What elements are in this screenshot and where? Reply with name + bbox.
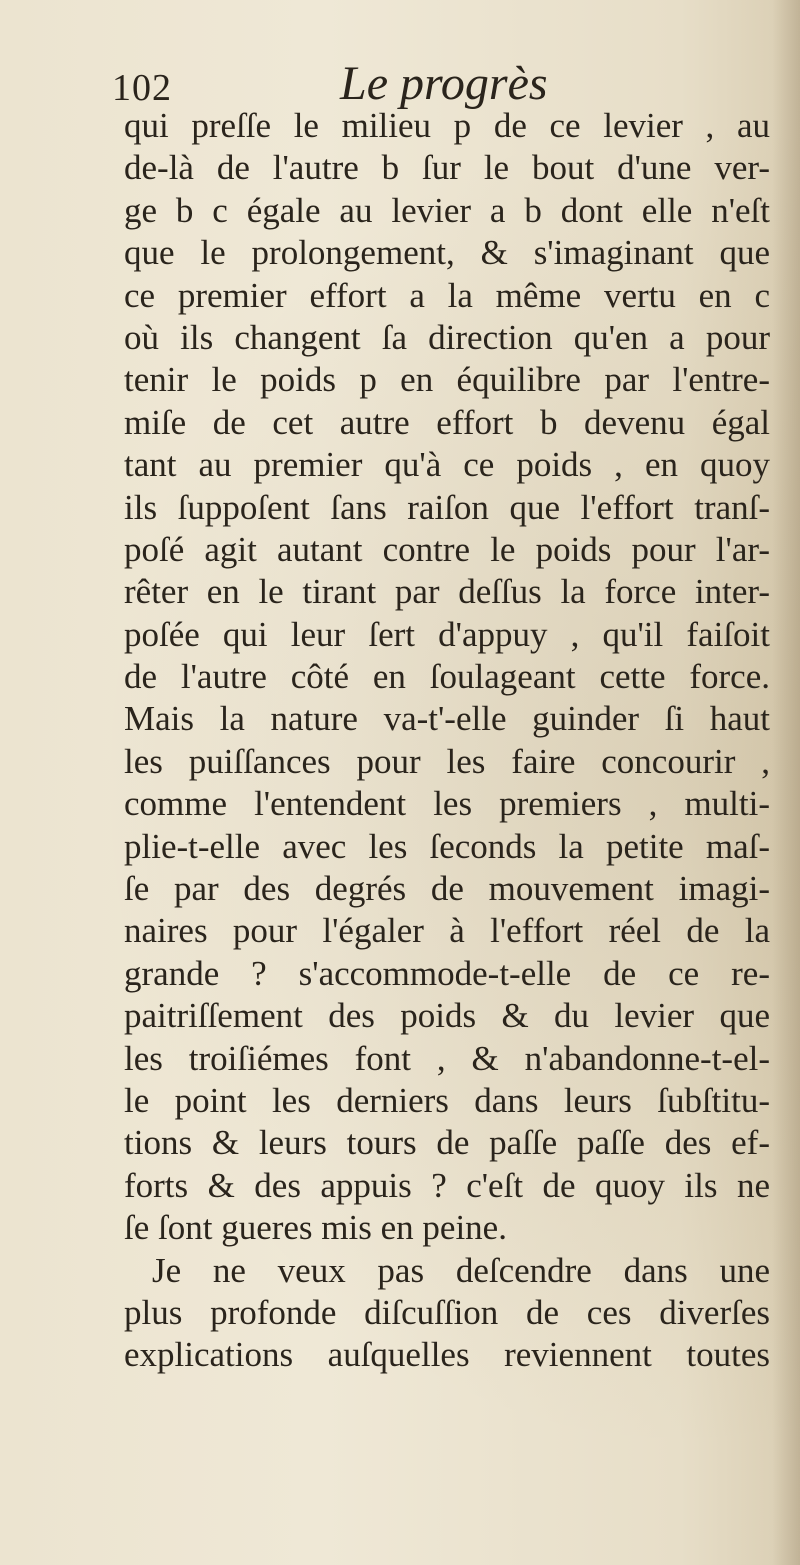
text-line: comme l'entendent les premiers , multi-	[124, 784, 770, 824]
text-line: paitriſſement des poids & du levier que	[124, 996, 770, 1036]
text-line: forts & des appuis ? c'eſt de quoy ils ne	[124, 1165, 770, 1205]
text-line: naires pour l'égaler à l'effort réel de la	[124, 911, 770, 951]
text-line: tions & leurs tours de paſſe paſſe des ef-	[124, 1123, 770, 1163]
page-number: 102	[112, 67, 172, 109]
text-line: poſé agit autant contre le poids pour l'ar-	[124, 529, 770, 569]
text-line: ge b c égale au levier a b dont elle n'eſt	[124, 190, 770, 230]
text-line: où ils changent ſa direction qu'en a pour	[124, 317, 770, 357]
text-line: plie-t-elle avec les ſeconds la petite maſ-	[124, 826, 770, 866]
text-line: de l'autre côté en ſoulageant cette force.	[124, 657, 770, 697]
text-line: plus profonde diſcuſſion de ces diverſes	[124, 1292, 770, 1332]
text-line: tant au premier qu'à ce poids , en quoy	[124, 445, 770, 485]
text-line: de-là de l'autre b ſur le bout d'une ver-	[124, 148, 770, 188]
text-line: ce premier effort a la même vertu en c	[124, 275, 770, 315]
running-title: Le progrès	[340, 57, 548, 110]
text-line: les puiſſances pour les faire concourir ,	[124, 741, 770, 781]
text-line: ſe par des degrés de mouvement imagi-	[124, 869, 770, 909]
page-edge-shadow	[772, 0, 800, 1565]
body-text	[124, 105, 770, 1377]
text-line: qui preſſe le milieu p de ce levier , au	[124, 106, 770, 145]
text-line: Mais la nature va-t'-elle guinder ſi haut	[124, 699, 770, 739]
text-line: les troiſiémes font , & n'abandonne-t-el-	[124, 1038, 770, 1078]
text-line: miſe de cet autre effort b devenu égal	[124, 402, 770, 442]
text-line: explications auſquelles reviennent toutes	[124, 1335, 770, 1375]
page-header	[112, 56, 712, 112]
text-line: le point les derniers dans leurs ſubſtitu-	[124, 1080, 770, 1120]
text-line: grande ? s'accommode-t-elle de ce re-	[124, 953, 770, 993]
text-line: que le prolongement, & s'imaginant que	[124, 233, 770, 273]
text-line: rêter en le tirant par deſſus la force inter-	[124, 572, 770, 612]
text-line: tenir le poids p en équilibre par l'entre-	[124, 360, 770, 400]
paragraph-first-line: Je ne veux pas deſcendre dans une	[152, 1250, 770, 1290]
text-line: ſe ſont gueres mis en peine.	[124, 1208, 507, 1248]
text-line: ils ſuppoſent ſans raiſon que l'effort tranſ-	[124, 487, 770, 527]
text-line: poſée qui leur ſert d'appuy , qu'il faiſoit	[124, 614, 770, 654]
